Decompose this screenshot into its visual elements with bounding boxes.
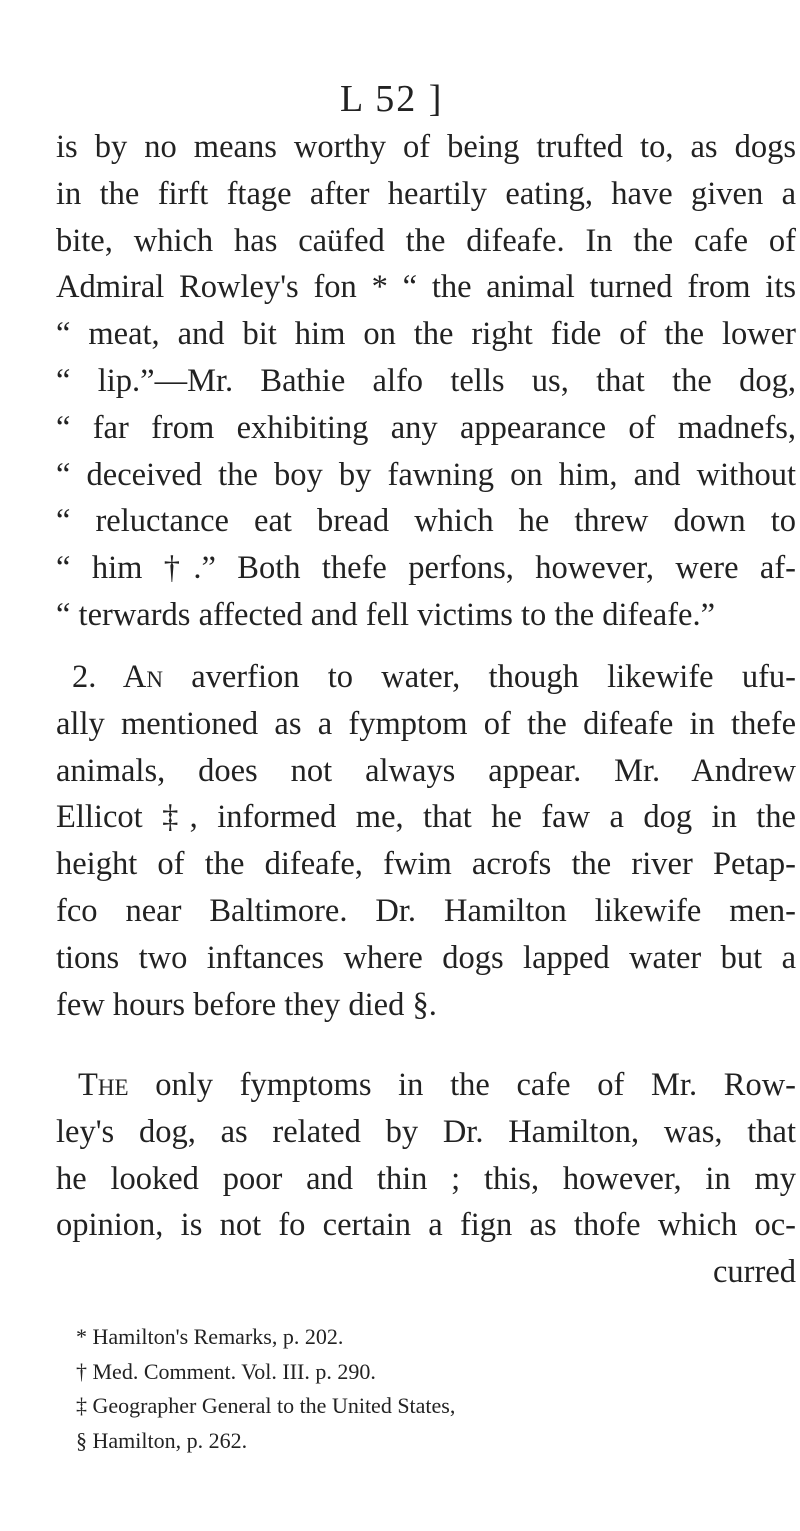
text-line: “ reluctance eat bread which he threw down to xyxy=(56,503,796,540)
text-line: he looked poor and thin ; this, however, in my xyxy=(56,1160,796,1197)
footnote: * Hamilton's Remarks, p. 202. xyxy=(76,1324,344,1349)
text-line: fco near Baltimore. Dr. Hamilton likewife men- xyxy=(56,892,796,929)
text-line: few hours before they died §. xyxy=(56,986,437,1023)
text-line: “ lip.”—Mr. Bathie alfo tells us, that the dog, xyxy=(56,362,796,399)
text-line xyxy=(56,1062,796,1109)
footnotes xyxy=(76,1320,796,1458)
paragraph-3 xyxy=(56,1062,796,1296)
footnote: § Hamilton, p. 262. xyxy=(76,1427,248,1453)
page-number-header: L 52 ] xyxy=(340,78,444,120)
text-line: Admiral Rowley's fon * “ the animal turned from its xyxy=(56,269,796,306)
text-line xyxy=(56,654,796,701)
paragraph-2 xyxy=(56,654,796,1028)
footnote: ‡ Geographer General to the United States, xyxy=(76,1393,456,1418)
text-span: averfion to water, though likewife ufu- xyxy=(162,659,796,695)
paragraph-lead: The xyxy=(78,1067,129,1103)
text-line: “ terwards affected and fell victims to the difeafe.” xyxy=(56,596,716,633)
text-line: height of the difeafe, fwim acrofs the river Petap- xyxy=(56,846,796,883)
text-line: “ meat, and bit him on the right fide of the lower xyxy=(56,316,796,353)
paragraph-lead: 2. An xyxy=(72,659,163,695)
text-line: bite, which has caüfed the difeafe. In the cafe of xyxy=(56,222,796,259)
footnote: † Med. Comment. Vol. III. p. 290. xyxy=(76,1358,376,1384)
text-line: “ far from exhibiting any appearance of madnefs, xyxy=(56,409,796,446)
text-line: Ellicot ‡, informed me, that he faw a dog in the xyxy=(56,799,796,836)
text-line: “ deceived the boy by fawning on him, and without xyxy=(56,456,796,493)
text-line: is by no means worthy of being trufted to, as dogs xyxy=(56,129,796,165)
text-span: only fymptoms in the cafe of Mr. Row- xyxy=(128,1067,796,1103)
text-line: animals, does not always appear. Mr. Andrew xyxy=(56,752,796,789)
catchword: curred xyxy=(713,1254,796,1291)
paragraph-1 xyxy=(56,124,796,639)
text-line: in the firft ftage after heartily eating, have given a xyxy=(56,175,796,212)
text-line: tions two inftances where dogs lapped water but a xyxy=(56,939,796,976)
text-line: ally mentioned as a fymptom of the difeafe in thefe xyxy=(56,705,796,742)
text-line: “ him †.” Both thefe perfons, however, were af- xyxy=(56,550,796,587)
text-line: opinion, is not fo certain a fign as thofe which oc- xyxy=(56,1207,796,1244)
text-line: ley's dog, as related by Dr. Hamilton, was, that xyxy=(56,1113,796,1150)
